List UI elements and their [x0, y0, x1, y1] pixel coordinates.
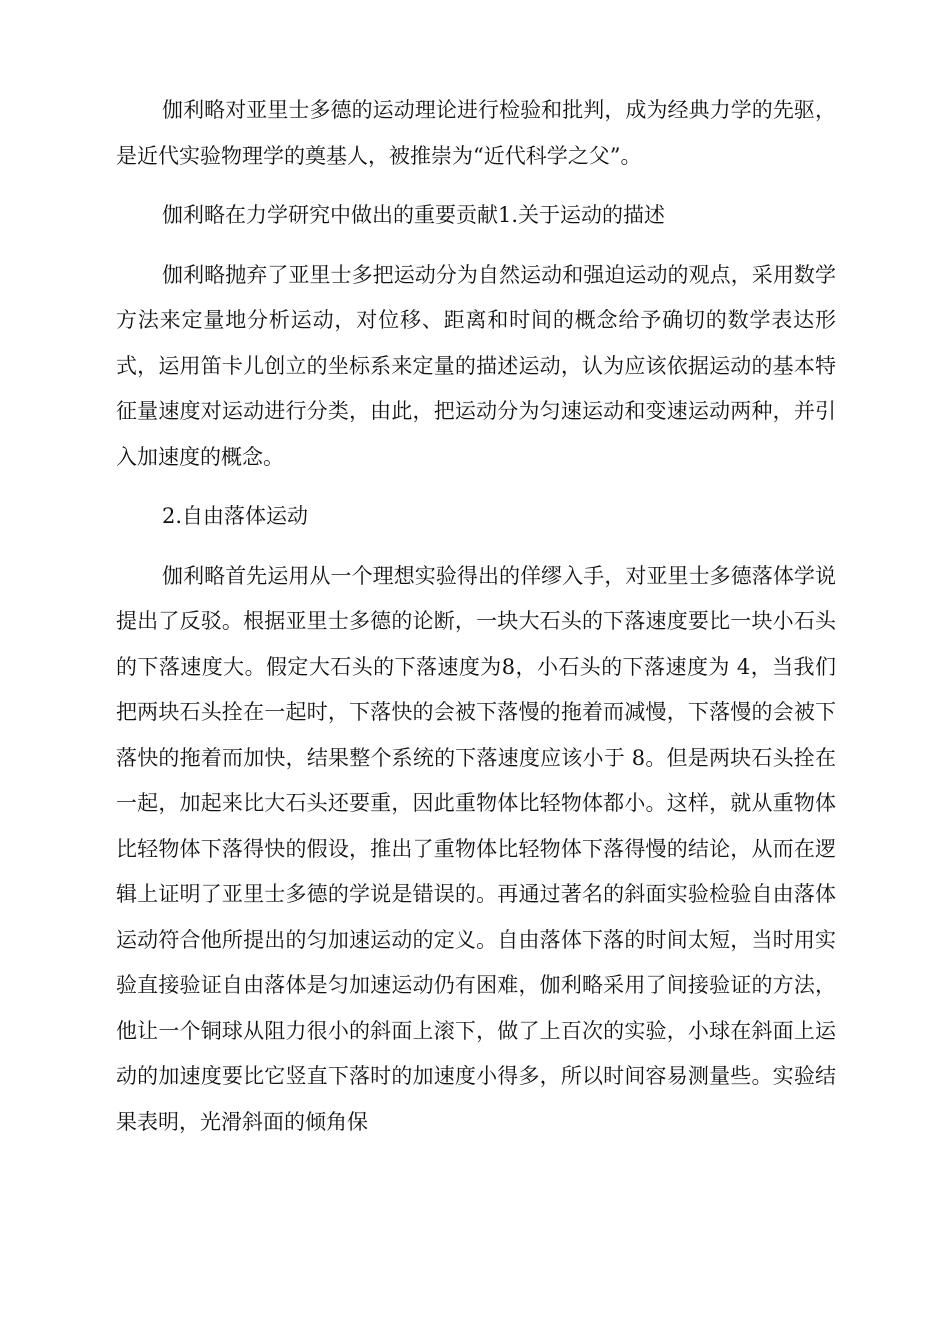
- document-body: [116, 88, 836, 1159]
- free-fall-paragraph: 伽利略首先运用从一个理想实验得出的佯缪入手，对亚里士多德落体学说提出了反驳。根据亚里士多德的论断，一块大石头的下落速度要比一块小石头的下落速度大。假定大石头的下落速度为8，小石头的下落速度为 4，当我们把两块石头拴在一起时，下落快的会被下落慢的拖着而减慢，下落慢的会被下落快的拖着而加快，结果整个系统的下落速度应该小于 8。但是两块石头拴在一起，加起来比大石头还要重，因此重物体比轻物体都小。这样，就从重物体比轻物体下落得快的假设，推出了重物体比轻物体下落得慢的结论，从而在逻辑上证明了亚里士多德的学说是错误的。再通过著名的斜面实验检验自由落体运动符合他所提出的匀加速运动的定义。自由落体下落的时间太短，当时用实验直接验证自由落体是匀加速运动仍有困难，伽利略采用了间接验证的方法，他让一个铜球从阻力很小的斜面上滚下，做了上百次的实验，小球在斜面上运动的加速度要比它竖直下落时的加速度小得多，所以时间容易测量些。实验结果表明，光滑斜面的倾角保: [116, 563, 836, 1134]
- intro-paragraph: 伽利略对亚里士多德的运动理论进行检验和批判，成为经典力学的先驱，是近代实验物理学的奠基人，被推崇为“近代科学之父”。: [116, 98, 836, 168]
- section-heading-free-fall: 2.自由落体运动: [162, 504, 309, 528]
- section-heading-contributions: 伽利略在力学研究中做出的重要贡献1.关于运动的描述: [162, 203, 666, 227]
- motion-description-paragraph: 伽利略抛弃了亚里士多把运动分为自然运动和强迫运动的观点，采用数学方法来定量地分析运动，对位移、距离和时间的概念给予确切的数学表达形式，运用笛卡儿创立的坐标系来定量的描述运动，认为应该依据运动的基本特征量速度对运动进行分类，由此，把运动分为匀速运动和变速运动两种，并引入加速度的概念。: [116, 262, 836, 469]
